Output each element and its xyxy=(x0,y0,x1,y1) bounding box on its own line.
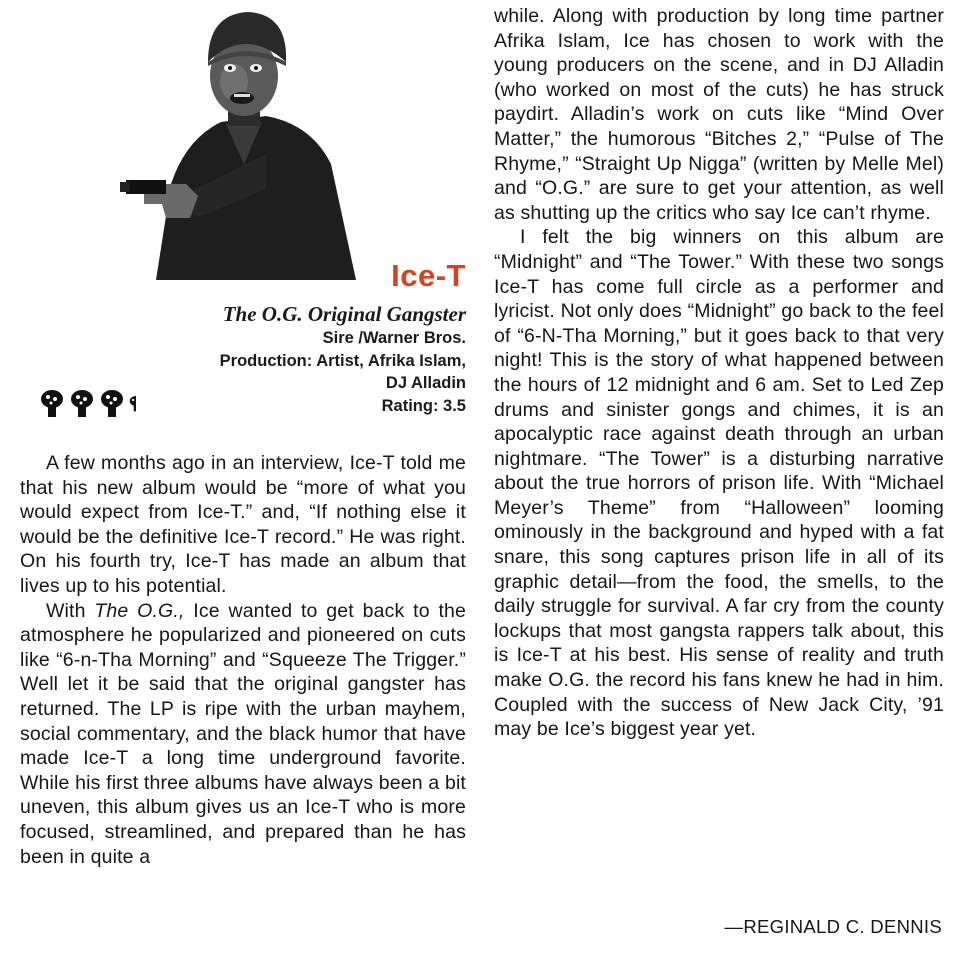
rating-icons xyxy=(38,388,144,420)
rating-mic-icon xyxy=(68,389,96,419)
left-column xyxy=(16,0,466,954)
reviewer-signature: —REGINALD C. DENNIS xyxy=(724,916,942,937)
record-label: Sire /Warner Bros. xyxy=(322,329,466,347)
review-paragraph: I felt the big winners on this album are “Midnight” and “The Tower.” With these two songs Ice-T has come full circle as a performer and lyricist. Not only does “Midnight” go back to the feel of “6-N-Tha Morning,” but it goes back to that very night! This is the story of what happened between the hours of 12 midnight and 6 am. Set to Led Zep drums and sinister gongs and chimes, it is an apocalyptic race against death through an urban nightmare. “The Tower” is a disturbing narrative about the true horrors of prison life. With “Michael Meyer’s Theme” from “Halloween” looming ominously in the background and hyped with a fat snare, this song captures prison life in all of its graphic detail—from the food, the smells, to the daily struggle for survival. A far cry from the county lockups that most gangsta rappers talk about, this is Ice-T at his best. His sense of reality and truth make O.G. the record his fans knew he had in him. Coupled with the success of New Jack City, ’91 may be Ice’s biggest year yet. xyxy=(494,226,944,741)
artist-name: Ice-T xyxy=(391,258,466,293)
rating-half-mic-icon xyxy=(128,389,144,419)
review-paragraph: With The O.G., Ice wanted to get back to the atmosphere he popularized and pioneered on cuts like “6-n-Tha Morning” and “Squeeze The Trigger.” Well let it be said that the original gangster has returned. The LP is ripe with the urban mayhem, social commentary, and the black humor that have made Ice-T a long time underground favorite. While his first three albums have always been a bit uneven, this album gives us an Ice-T who is more focused, streamlined, and prepared than he has been in quite a xyxy=(20,599,466,868)
rating-text: Rating: 3.5 xyxy=(381,396,466,415)
production-credit-cont: DJ Alladin xyxy=(385,374,466,392)
album-title-inline: The O.G., xyxy=(94,599,185,622)
review-paragraph: while. Along with production by long time partner Afrika Islam, Ice has chosen to work with the young producers on the scene, and in DJ Alladin (who worked on most of the cuts) he has struck paydirt. Alladin’s work on cuts like “Mind Over Matter,” the humorous “Bitches 2,” “Pulse of The Rhyme,” “Straight Up Nigga” (written by Melle Mel) and “O.G.” are sure to get your attention, as well as shutting up the critics who say Ice can’t rhyme. xyxy=(494,5,944,224)
review-body-right xyxy=(494,4,944,742)
production-credit: Production: Artist, Afrika Islam, xyxy=(219,351,466,370)
artist-photo xyxy=(116,4,366,280)
rating-mic-icon xyxy=(98,389,126,419)
album-title: The O.G. Original Gangster xyxy=(222,302,466,326)
review-body-left xyxy=(20,451,466,869)
rating-mic-icon xyxy=(38,389,66,419)
review-paragraph: A few months ago in an interview, Ice-T told me that his new album would be “more of what you would expect from Ice-T.” and, “If nothing else it would be the definitive Ice-T record.” He was right. On his fourth try, Ice-T has made an album that lives up to his potential. xyxy=(20,452,466,597)
